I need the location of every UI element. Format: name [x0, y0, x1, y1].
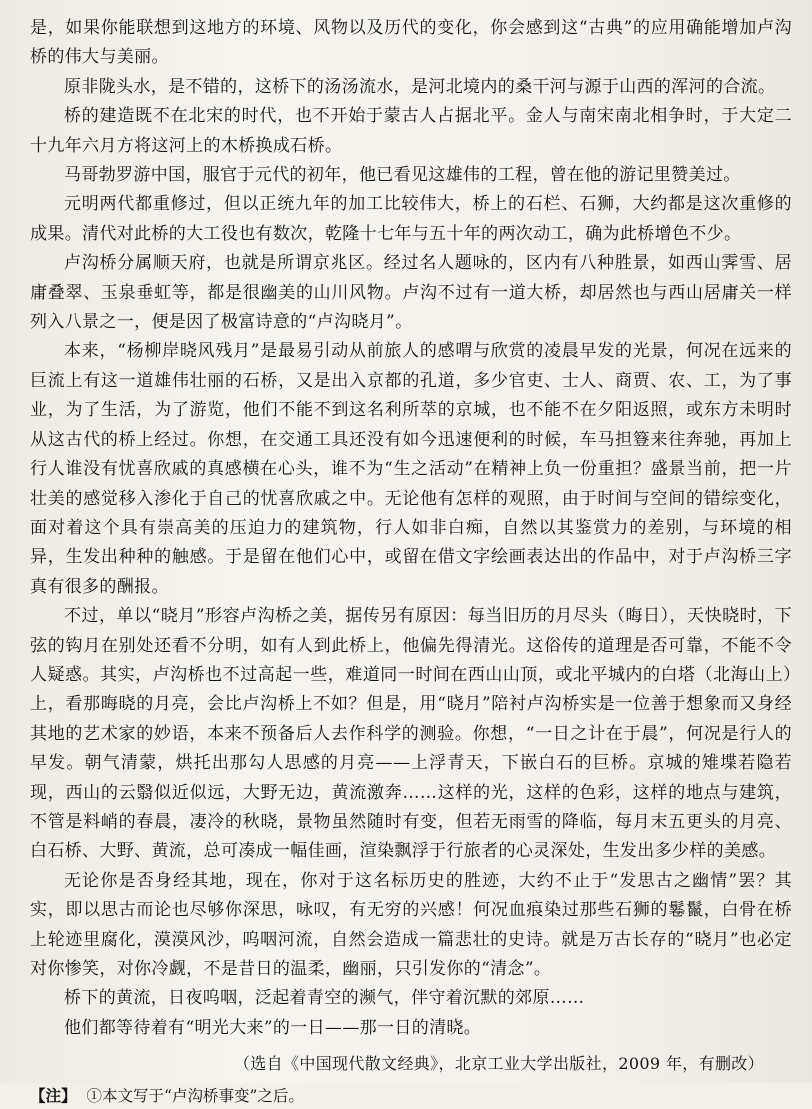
footnote-text: ①本文写于“卢沟桥事变”之后。	[86, 1086, 304, 1105]
paragraph-5: 元明两代都重修过，但以正统九年的加工比较伟大，桥上的石栏、石狮，大约都是这次重修的成果。清代对此桥的大工役也有数次，乾隆十七年与五十年的两次动工，确为此桥增色不少。	[30, 194, 792, 244]
footnote	[30, 1083, 792, 1109]
paragraph-9: 无论你是否身经其地，现在，你对于这名标历史的胜迹，大约不止于“发思古之幽情”罢？其实，即以思古而论也尽够你深思，咏叹，有无穷的兴感！何况血痕染过那些石狮的鬈鬣，白骨在桥上轮迹里腐化，漠漠风沙，呜咽河流，自然会造成一篇悲壮的史诗。就是万古长存的“晓月”也必定对你惨笑，对你冷觑，不是昔日的温柔，幽丽，只引发你的“清念”。	[30, 870, 792, 979]
source-citation: （选自《中国现代散文经典》，北京工业大学出版社，2009 年，有删改）	[233, 1054, 764, 1074]
paragraph-10: 桥下的黄流，日夜呜咽，泛起着青空的濒气，伴守着沉默的郊原……	[64, 988, 585, 1009]
paragraph-6: 卢沟桥分属顺天府，也就是所谓京兆区。经过名人题咏的，区内有八种胜景，如西山霁雪、居庸叠翠、玉泉垂虹等，都是很幽美的山川风物。卢沟不过有一道大桥，却居然也与西山居庸关一样列入八景之一，便是因了极富诗意的“卢沟晓月”。	[30, 253, 792, 333]
paragraph-11: 他们都等待着有“明光大来”的一日——那一日的清晓。	[64, 1017, 482, 1038]
paragraph-2: 原非陇头水，是不错的，这桥下的汤汤流水，是河北境内的桑干河与源于山西的浑河的合流。	[64, 76, 776, 97]
article-body	[30, 14, 792, 1079]
paragraph-8: 不过，单以“晓月”形容卢沟桥之美，据传另有原因：每当旧历的月尽头（晦日），天快晓时，下弦的钩月在别处还看不分明，如有人到此桥上，他偏先得清光。这俗传的道理是否可靠，不能不令人疑惑。其实，卢沟桥也不过高起一些，难道同一时间在西山山顶，或北平城内的白塔（北海山上）上，看那晦晓的月亮，会比卢沟桥上不如？但是，用“晓月”陪衬卢沟桥实是一位善于想象而又身经其地的艺术家的妙语，本来不预备后人去作科学的测验。你想，“一日之计在于晨”，何况是行人的早发。朝气清蒙，烘托出那勾人思感的月亮——上浮青天，下嵌白石的巨桥。京城的雉堞若隐若现，西山的云翳似近似远，大野无边，黄流激奔……这样的光，这样的色彩，这样的地点与建筑，不管是料峭的春晨，凄冷的秋晓，景物虽然随时有变，但若无雨雪的降临，每月末五更头的月亮、白石桥、大野、黄流，总可凑成一幅佳画，渲染飘浮于行旅者的心灵深处，生发出多少样的美感。	[30, 606, 792, 862]
paragraph-1: 是，如果你能联想到这地方的环境、风物以及历代的变化，你会感到这“古典”的应用确能增加卢沟桥的伟大与美丽。	[30, 18, 792, 68]
footnote-label: 【注】	[30, 1085, 77, 1105]
paragraph-4: 马哥勃罗游中国，服官于元代的初年，他已看见这雄伟的工程，曾在他的游记里赞美过。	[64, 165, 741, 186]
paragraph-7: 本来，“杨柳岸晓风残月”是最易引动从前旅人的感喟与欣赏的凌晨早发的光景，何况在远来的巨流上有这一道雄伟壮丽的石桥，又是出入京都的孔道，多少官吏、士人、商贾、农、工，为了事业，为了生活，为了游览，他们不能不到这名利所萃的京城，也不能不在夕阳返照，或东方未明时从这古代的桥上经过。你想，在交通工具还没有如今迅速便利的时候，车马担簦来往奔驰，再加上行人谁没有忧喜欣戚的真感横在心头，谁不为“生之活动”在精神上负一份重担？盛景当前，把一片壮美的感觉移入渗化于自己的忧喜欣戚之中。无论他有怎样的观照，由于时间与空间的错综变化，面对着这个具有崇高美的压迫力的建筑物，行人如非白痴，自然以其鉴赏力的差别，与环境的相异，生发出种种的触感。于是留在他们心中，或留在借文字绘画表达出的作品中，对于卢沟桥三字真有很多的酬报。	[30, 341, 792, 597]
paragraph-3: 桥的建造既不在北宋的时代，也不开始于蒙古人占据北平。金人与南宋南北相争时，于大定二十九年六月方将这河上的木桥换成石桥。	[30, 106, 792, 156]
